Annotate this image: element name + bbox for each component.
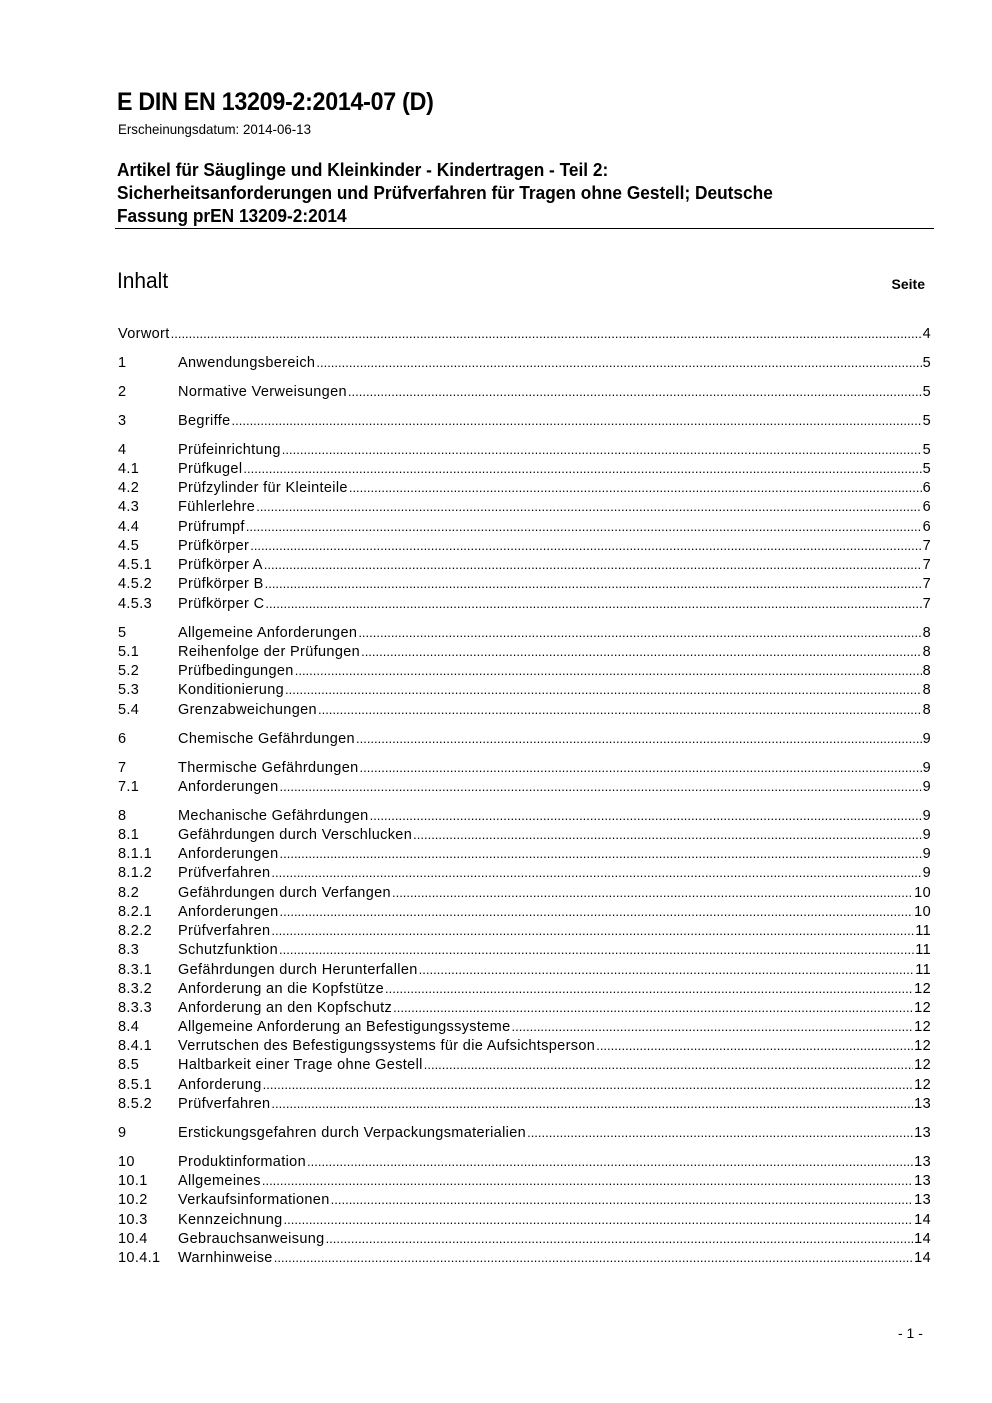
- toc-entry-title: Chemische Gefährdungen: [178, 731, 355, 747]
- toc-entry-page: 9: [922, 827, 931, 843]
- dot-leader: [279, 941, 914, 959]
- toc-entry-page: 9: [922, 846, 931, 862]
- dot-leader: [424, 1056, 913, 1074]
- toc-entry-page: 7: [922, 538, 931, 554]
- dot-leader: [349, 479, 922, 497]
- dot-leader: [280, 903, 914, 921]
- toc-entry[interactable]: [118, 1172, 931, 1190]
- toc-entry-page: 14: [914, 1212, 931, 1228]
- toc-entry-page: 7: [922, 576, 931, 592]
- dot-leader: [326, 1230, 914, 1248]
- toc-entry[interactable]: [118, 778, 931, 796]
- toc-entry-number: 2: [118, 384, 127, 400]
- toc-entry-page: 6: [922, 519, 931, 535]
- toc-entry[interactable]: [118, 826, 931, 844]
- toc-entry-title: Anforderung an die Kopfstütze: [178, 981, 385, 997]
- toc-entry-title: Prüfrumpf: [178, 519, 245, 535]
- dot-leader: [285, 681, 922, 699]
- toc-entry-title: Mechanische Gefährdungen: [178, 808, 369, 824]
- toc-entry-title: Normative Verweisungen: [178, 384, 347, 400]
- toc-entry[interactable]: [118, 325, 931, 343]
- dot-leader: [361, 643, 922, 661]
- toc-entry-number: 8: [118, 808, 127, 824]
- toc-entry-number: 9: [118, 1125, 127, 1141]
- toc-entry[interactable]: [118, 518, 931, 536]
- toc-entry-title: Prüfverfahren: [178, 923, 271, 939]
- toc-entry-title: Prüfeinrichtung: [178, 442, 281, 458]
- toc-entry-title: Gefährdungen durch Verschlucken: [178, 827, 413, 843]
- toc-entry-number: 7: [118, 760, 127, 776]
- document-id: E DIN EN 13209-2:2014-07 (D): [117, 88, 434, 116]
- dot-leader: [356, 730, 922, 748]
- toc-entry[interactable]: [118, 575, 931, 593]
- toc-entry[interactable]: [118, 1018, 931, 1036]
- toc-entry-number: 8.3.3: [118, 1000, 152, 1016]
- toc-entry-title: Begriffe: [178, 413, 231, 429]
- toc-entry-title: Prüfkörper A: [178, 557, 263, 573]
- dot-leader: [274, 1249, 913, 1267]
- toc-entry-title: Reihenfolge der Prüfungen: [178, 644, 361, 660]
- toc-entry-page: 4: [922, 326, 931, 342]
- toc-entry[interactable]: [118, 643, 931, 661]
- toc-entry-number: 10.4: [118, 1231, 148, 1247]
- toc-entry-title: Erstickungsgefahren durch Verpackungsmaterialien: [178, 1125, 527, 1141]
- toc-entry[interactable]: [118, 624, 931, 642]
- toc-entry-page: 6: [922, 480, 931, 496]
- toc-entry[interactable]: [118, 1056, 931, 1074]
- toc-entry-number: 5.2: [118, 663, 140, 679]
- toc-entry-number: 10.3: [118, 1212, 148, 1228]
- dot-leader: [282, 441, 922, 459]
- dot-leader: [280, 778, 922, 796]
- toc-entry[interactable]: [118, 383, 931, 401]
- toc-entry[interactable]: [118, 1249, 931, 1267]
- toc-entry[interactable]: [118, 556, 931, 574]
- toc-entry-number: 8.5.1: [118, 1077, 152, 1093]
- toc-entry-page: 10: [914, 885, 931, 901]
- toc-entry-number: 7.1: [118, 779, 140, 795]
- toc-entry[interactable]: [118, 961, 931, 979]
- toc-entry-title: Prüfkörper: [178, 538, 250, 554]
- dot-leader: [256, 498, 921, 516]
- toc-entry-number: 8.3: [118, 942, 140, 958]
- toc-entry[interactable]: [118, 864, 931, 882]
- dot-leader: [596, 1037, 913, 1055]
- toc-entry-page: 9: [922, 808, 931, 824]
- toc-entry[interactable]: [118, 681, 931, 699]
- toc-entry-number: 10.4.1: [118, 1250, 161, 1266]
- toc-entry-title: Prüfbedingungen: [178, 663, 294, 679]
- dot-leader: [284, 1211, 914, 1229]
- toc-entry-number: 8.1.1: [118, 846, 152, 862]
- toc-entry-number: 4.5.1: [118, 557, 152, 573]
- toc-entry-number: 10: [118, 1154, 135, 1170]
- dot-leader: [307, 1153, 913, 1171]
- toc-entry[interactable]: [118, 354, 931, 372]
- toc-entry-title: Vorwort: [118, 326, 170, 342]
- toc-entry-title: Gefährdungen durch Verfangen: [178, 885, 391, 901]
- dot-leader: [318, 701, 922, 719]
- toc-heading: Inhalt: [117, 268, 169, 293]
- toc-entry-title: Prüfverfahren: [178, 1096, 271, 1112]
- toc-entry-title: Prüfzylinder für Kleinteile: [178, 480, 348, 496]
- page-column-label: Seite: [891, 276, 925, 292]
- toc-entry[interactable]: [118, 730, 931, 748]
- toc-entry-title: Prüfkörper B: [178, 576, 264, 592]
- toc-entry-page: 11: [915, 942, 931, 958]
- dot-leader: [265, 595, 921, 613]
- dot-leader: [527, 1124, 913, 1142]
- toc-entry-number: 5.4: [118, 702, 140, 718]
- toc-entry-page: 10: [914, 904, 931, 920]
- toc-entry[interactable]: [118, 980, 931, 998]
- toc-entry-page: 6: [922, 499, 931, 515]
- publication-date: Erscheinungsdatum: 2014-06-13: [118, 121, 311, 137]
- toc-entry[interactable]: [118, 759, 931, 777]
- toc-entry[interactable]: [118, 1037, 931, 1055]
- toc-entry-number: 8.1: [118, 827, 140, 843]
- dot-leader: [348, 383, 922, 401]
- toc-entry-title: Prüfkörper C: [178, 596, 265, 612]
- toc-entry-number: 10.2: [118, 1192, 148, 1208]
- toc-entry-page: 14: [914, 1250, 931, 1266]
- toc-entry-page: 13: [914, 1096, 931, 1112]
- dot-leader: [316, 354, 921, 372]
- toc-entry-number: 8.5.2: [118, 1096, 152, 1112]
- dot-leader: [262, 1172, 913, 1190]
- toc-entry-title: Warnhinweise: [178, 1250, 273, 1266]
- toc-entry-number: 8.3.1: [118, 962, 152, 978]
- page-number: - 1 -: [898, 1325, 923, 1341]
- title-divider: [115, 228, 934, 229]
- toc-entry-number: 8.2: [118, 885, 140, 901]
- toc-entry-title: Anforderungen: [178, 904, 279, 920]
- toc-entry-title: Allgemeine Anforderungen: [178, 625, 358, 641]
- toc-entry-page: 9: [922, 731, 931, 747]
- toc-entry-number: 3: [118, 413, 127, 429]
- toc-entry-title: Anwendungsbereich: [178, 355, 316, 371]
- toc-entry-title: Haltbarkeit einer Trage ohne Gestell: [178, 1057, 423, 1073]
- toc-entry-title: Allgemeine Anforderung an Befestigungssysteme: [178, 1019, 511, 1035]
- toc-entry[interactable]: [118, 662, 931, 680]
- toc-entry-title: Prüfverfahren: [178, 865, 271, 881]
- toc-entry-page: 12: [914, 1057, 931, 1073]
- toc-entry-number: 8.2.1: [118, 904, 152, 920]
- toc-entry-title: Thermische Gefährdungen: [178, 760, 359, 776]
- toc-entry-page: 5: [922, 413, 931, 429]
- toc-entry-number: 5: [118, 625, 127, 641]
- toc-entry[interactable]: [118, 1211, 931, 1229]
- toc-entry[interactable]: [118, 498, 931, 516]
- toc-entry-title: Gebrauchsanweisung: [178, 1231, 325, 1247]
- toc-entry[interactable]: [118, 479, 931, 497]
- toc-entry-number: 4.2: [118, 480, 140, 496]
- toc-entry-title: Allgemeines: [178, 1173, 261, 1189]
- toc-entry-title: Grenzabweichungen: [178, 702, 317, 718]
- dot-leader: [331, 1191, 914, 1209]
- toc-entry-page: 13: [914, 1173, 931, 1189]
- dot-leader: [385, 980, 913, 998]
- toc-entry-page: 11: [915, 962, 931, 978]
- toc-entry-page: 7: [922, 557, 931, 573]
- toc-entry-number: 8.2.2: [118, 923, 152, 939]
- toc-entry[interactable]: [118, 1153, 931, 1171]
- toc-entry[interactable]: [118, 999, 931, 1017]
- dot-leader: [271, 864, 921, 882]
- toc-entry-title: Anforderung an den Kopfschutz: [178, 1000, 393, 1016]
- toc-entry-page: 12: [914, 1038, 931, 1054]
- toc-entry-number: 8.3.2: [118, 981, 152, 997]
- title-line: Fassung prEN 13209-2:2014: [117, 206, 347, 226]
- toc-entry-page: 11: [915, 923, 931, 939]
- toc-entry[interactable]: [118, 537, 931, 555]
- toc-entry-page: 13: [914, 1125, 931, 1141]
- toc-entry[interactable]: [118, 595, 931, 613]
- toc-entry-title: Kennzeichnung: [178, 1212, 283, 1228]
- dot-leader: [419, 961, 915, 979]
- toc-entry-page: 5: [922, 442, 931, 458]
- toc-entry-title: Anforderung: [178, 1077, 262, 1093]
- dot-leader: [360, 759, 922, 777]
- dot-leader: [264, 556, 922, 574]
- toc-entry[interactable]: [118, 884, 931, 902]
- toc-entry[interactable]: [118, 1191, 931, 1209]
- dot-leader: [280, 845, 922, 863]
- toc-entry[interactable]: [118, 460, 931, 478]
- title-line: Artikel für Säuglinge und Kleinkinder - Kindertragen - Teil 2:: [117, 160, 609, 180]
- toc-entry[interactable]: [118, 941, 931, 959]
- toc-entry-page: 8: [922, 625, 931, 641]
- toc-entry-number: 1: [118, 355, 127, 371]
- toc-entry-number: 8.1.2: [118, 865, 152, 881]
- toc-entry-title: Produktinformation: [178, 1154, 306, 1170]
- dot-leader: [512, 1018, 914, 1036]
- dot-leader: [358, 624, 921, 642]
- toc-entry-page: 8: [922, 682, 931, 698]
- toc-entry[interactable]: [118, 845, 931, 863]
- dot-leader: [246, 518, 922, 536]
- toc-entry-title: Verkaufsinformationen: [178, 1192, 330, 1208]
- toc-entry-title: Anforderungen: [178, 779, 279, 795]
- toc-entry-page: 5: [922, 461, 931, 477]
- toc-entry-number: 6: [118, 731, 127, 747]
- toc-entry-page: 8: [922, 702, 931, 718]
- toc-entry-number: 8.4: [118, 1019, 140, 1035]
- toc-entry-title: Verrutschen des Befestigungssystems für die Aufsichtsperson: [178, 1038, 596, 1054]
- toc-entry-page: 12: [914, 1077, 931, 1093]
- toc-entry-number: 8.4.1: [118, 1038, 152, 1054]
- toc-entry-number: 4: [118, 442, 127, 458]
- dot-leader: [413, 826, 921, 844]
- toc-entry-page: 8: [922, 644, 931, 660]
- toc-entry-number: 5.3: [118, 682, 140, 698]
- toc-entry-number: 5.1: [118, 644, 140, 660]
- toc-entry-number: 4.3: [118, 499, 140, 515]
- toc-entry[interactable]: [118, 903, 931, 921]
- toc-entry-page: 12: [914, 1019, 931, 1035]
- dot-leader: [250, 537, 921, 555]
- toc-entry[interactable]: [118, 922, 931, 940]
- toc-entry-number: 8.5: [118, 1057, 140, 1073]
- toc-entry-title: Schutzfunktion: [178, 942, 279, 958]
- toc-entry-number: 4.5.3: [118, 596, 152, 612]
- toc-entry-title: Anforderungen: [178, 846, 279, 862]
- dot-leader: [171, 325, 922, 343]
- toc-entry[interactable]: [118, 441, 931, 459]
- dot-leader: [370, 807, 922, 825]
- toc-entry-page: 13: [914, 1154, 931, 1170]
- toc-entry-title: Fühlerlehre: [178, 499, 256, 515]
- toc-entry[interactable]: [118, 701, 931, 719]
- toc-entry[interactable]: [118, 1076, 931, 1094]
- dot-leader: [232, 412, 922, 430]
- toc-entry-number: 4.1: [118, 461, 140, 477]
- toc-entry-page: 13: [914, 1192, 931, 1208]
- toc-entry-number: 4.5: [118, 538, 140, 554]
- toc-entry-page: 7: [922, 596, 931, 612]
- dot-leader: [295, 662, 922, 680]
- title-line: Sicherheitsanforderungen und Prüfverfahren für Tragen ohne Gestell; Deutsche: [117, 183, 773, 203]
- toc-entry-page: 14: [914, 1231, 931, 1247]
- toc-entry-page: 9: [922, 760, 931, 776]
- document-title: [117, 159, 904, 228]
- dot-leader: [392, 884, 913, 902]
- toc-entry-title: Gefährdungen durch Herunterfallen: [178, 962, 418, 978]
- toc-entry-page: 8: [922, 663, 931, 679]
- toc-entry[interactable]: [118, 1124, 931, 1142]
- toc-entry-page: 5: [922, 355, 931, 371]
- toc-entry[interactable]: [118, 1230, 931, 1248]
- toc-entry-page: 12: [914, 1000, 931, 1016]
- dot-leader: [271, 922, 914, 940]
- dot-leader: [263, 1076, 913, 1094]
- toc-entry[interactable]: [118, 807, 931, 825]
- toc-entry-title: Prüfkugel: [178, 461, 243, 477]
- toc-entry-number: 4.5.2: [118, 576, 152, 592]
- toc-entry-title: Konditionierung: [178, 682, 285, 698]
- toc-entry[interactable]: [118, 412, 931, 430]
- dot-leader: [393, 999, 913, 1017]
- toc-entry[interactable]: [118, 1095, 931, 1113]
- toc-entry-number: 4.4: [118, 519, 140, 535]
- toc-entry-page: 12: [914, 981, 931, 997]
- dot-leader: [265, 575, 922, 593]
- toc-entry-page: 9: [922, 865, 931, 881]
- toc-entry-number: 10.1: [118, 1173, 148, 1189]
- dot-leader: [243, 460, 921, 478]
- dot-leader: [271, 1095, 913, 1113]
- toc-entry-page: 9: [922, 779, 931, 795]
- toc-entry-page: 5: [922, 384, 931, 400]
